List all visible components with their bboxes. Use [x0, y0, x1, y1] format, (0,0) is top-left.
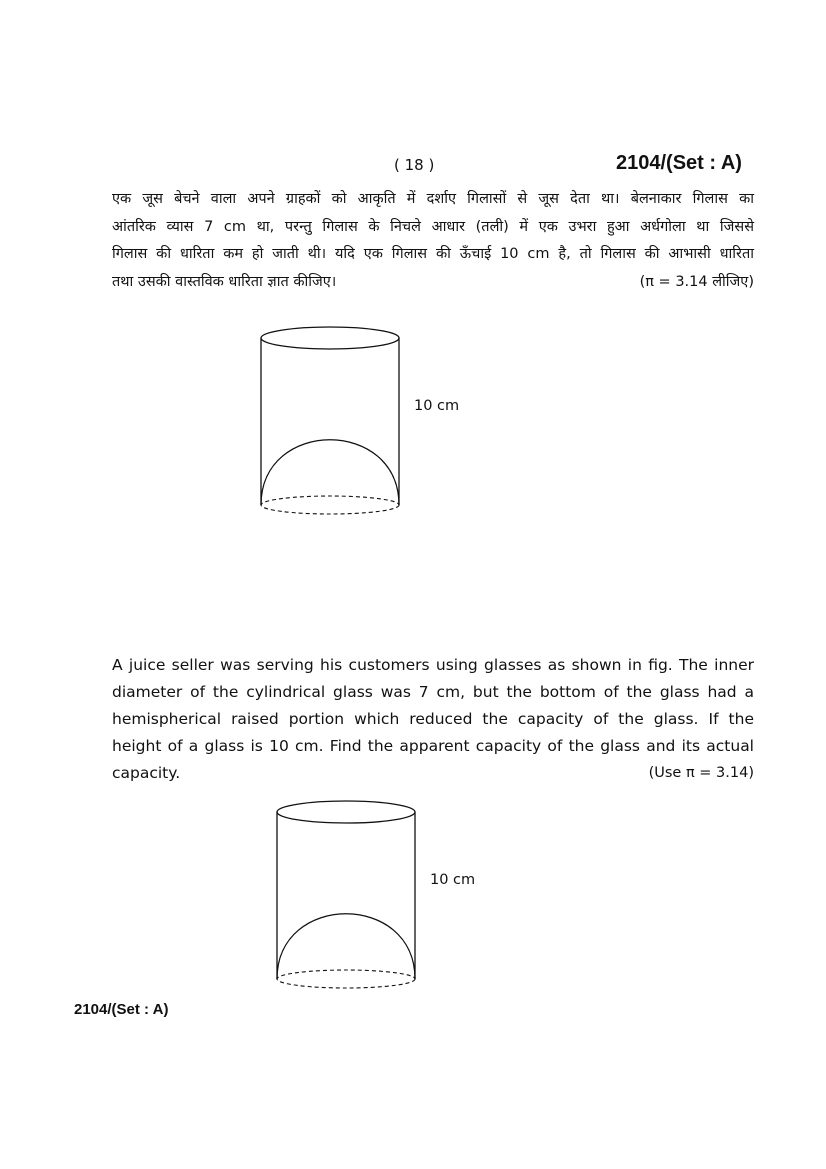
- hindi-question: [112, 186, 754, 296]
- hindi-line-3: गिलास की धारिता कम हो जाती थी। यदि एक गिलास की ऊँचाई 10 cm है, तो गिलास की आभासी धारिता: [112, 246, 754, 262]
- hindi-last-row: [112, 269, 754, 297]
- english-line-1: A juice seller was serving his customers using glasses as shown in fig. The inner: [112, 656, 754, 674]
- english-line-3: hemispherical raised portion which reduced the capacity of the glass. If the: [112, 710, 754, 728]
- english-line-5: capacity.: [112, 764, 181, 782]
- hindi-glass-figure: [250, 318, 490, 528]
- hemisphere-arc: [261, 440, 399, 505]
- footer-paper-code: 2104/(Set : A): [74, 1001, 169, 1018]
- glass-base-dashed: [277, 970, 415, 988]
- english-question: [112, 652, 754, 787]
- english-pi-note: (Use π = 3.14): [648, 765, 754, 781]
- height-label: 10 cm: [414, 398, 460, 414]
- english-glass-figure: [266, 792, 506, 1002]
- glass-top-rim: [261, 327, 399, 349]
- hindi-line-2: आंतरिक व्यास 7 cm था, परन्तु गिलास के निचले आधार (तली) में एक उभरा हुआ अर्धगोला था जिससे: [112, 218, 754, 235]
- english-line-4: height of a glass is 10 cm. Find the apparent capacity of the glass and its actual: [112, 737, 754, 755]
- english-line-2: diameter of the cylindrical glass was 7 cm, but the bottom of the glass had a: [112, 683, 754, 701]
- hemisphere-arc: [277, 914, 415, 979]
- question-paper-code: 2104/(Set : A): [616, 152, 742, 174]
- glass-base-dashed: [261, 496, 399, 514]
- hindi-line-4: तथा उसकी वास्तविक धारिता ज्ञात कीजिए।: [112, 273, 337, 290]
- glass-top-rim: [277, 801, 415, 823]
- english-last-row: [112, 760, 754, 787]
- height-label: 10 cm: [430, 872, 476, 888]
- hindi-pi-note: (π = 3.14 लीजिए): [639, 273, 754, 290]
- page-number: ( 18 ): [394, 156, 435, 174]
- hindi-line-1: एक जूस बेचने वाला अपने ग्राहकों को आकृति में दर्शाए गिलासों से जूस देता था। बेलनाकार गिलास का: [112, 191, 754, 207]
